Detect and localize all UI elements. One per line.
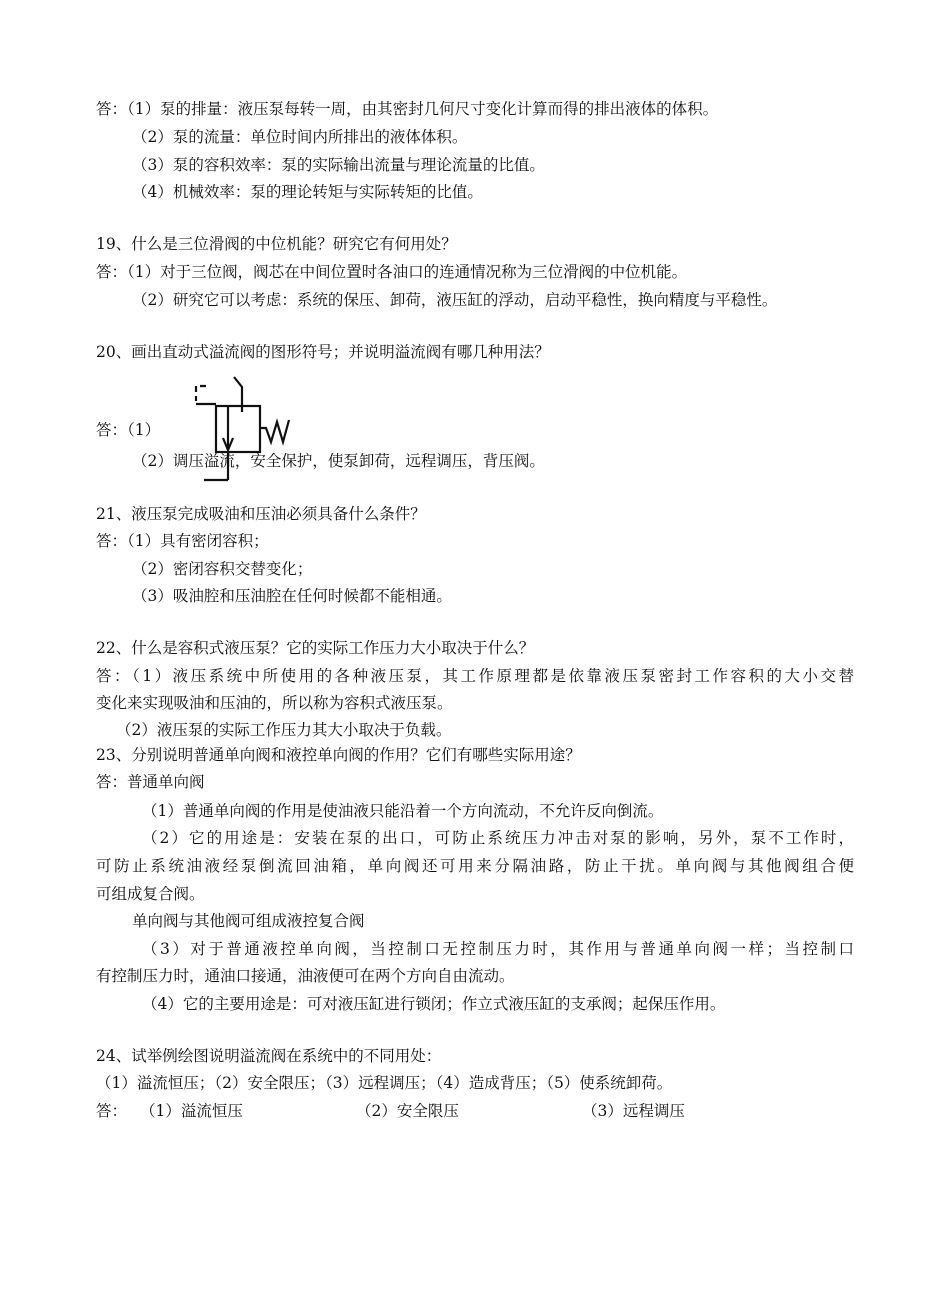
question-19: 19、什么是三位滑阀的中位机能？研究它有何用处？ (96, 235, 457, 253)
answer-24-col-2: （2）安全限压 (356, 1102, 459, 1120)
answer-24-col-1: （1）溢流恒压 (140, 1102, 243, 1120)
answer-20-line-2: （2）调压溢流，安全保护，使泵卸荷，远程调压，背压阀。 (132, 452, 545, 470)
answer-19-line-1: 答：（1）对于三位阀，阀芯在中间位置时各油口的连通情况称为三位滑阀的中位机能。 (96, 263, 688, 281)
answer-23-line-3: （3）对于普通液控单向阀，当控制口无控制压力时，其作用与普通单向阀一样；当控制口 (142, 940, 854, 958)
spring-label: W (190, 431, 193, 433)
answer-21-line-1: 答：（1）具有密闭容积； (96, 532, 269, 550)
answer-23-line-4: （4）它的主要用途是：可对液压缸进行锁闭；作立式液压缸的支承阀；起保压作用。 (142, 995, 726, 1013)
question-24-items: （1）溢流恒压；（2）安全限压；（3）远程调压；（4）造成背压；（5）使系统卸荷。 (96, 1074, 673, 1092)
answer-21-line-2: （2）密闭容积交替变化； (132, 560, 313, 578)
answer-23-line-1: （1）普通单向阀的作用是使油液只能沿着一个方向流动，不允许反向倒流。 (142, 802, 664, 820)
question-22: 22、什么是容积式液压泵？它的实际工作压力大小取决于什么？ (96, 639, 535, 657)
answer-23-line-3-cont: 有控制压力时，通油口接通，油液便可在两个方向自由流动。 (96, 967, 515, 985)
question-23: 23、分别说明普通单向阀和液控单向阀的作用？它们有哪些实际用途？ (96, 746, 581, 764)
answer-23-heading: 答：普通单向阀 (96, 773, 205, 791)
answer-22-line-1-cont: 变化来实现吸油和压油的，所以称为容积式液压泵。 (96, 694, 453, 712)
question-20: 20、画出直动式溢流阀的图形符号；并说明溢流阀有哪几种用法？ (96, 343, 550, 361)
answer-23-subheading: 单向阀与其他阀可组成液控复合阀 (132, 912, 365, 930)
answer-24-lead: 答： (96, 1102, 128, 1120)
answer-22-line-2: （2）液压泵的实际工作压力其大小取决于负载。 (116, 721, 452, 739)
question-24: 24、试举例绘图说明溢流阀在系统中的不同用处： (96, 1047, 442, 1065)
answer-18-line-3: （3）泵的容积效率：泵的实际输出流量与理论流量的比值。 (132, 156, 545, 174)
answer-18-line-2: （2）泵的流量：单位时间内所排出的液体体积。 (132, 128, 468, 146)
answer-19-line-2: （2）研究它可以考虑：系统的保压、卸荷，液压缸的浮动，启动平稳性，换向精度与平稳性。 (132, 291, 778, 309)
question-21: 21、液压泵完成吸油和压油必须具备什么条件？ (96, 505, 426, 523)
answer-18-line-1: 答：（1）泵的排量：液压泵每转一周，由其密封几何尺寸变化计算而得的排出液体的体积。 (96, 100, 719, 118)
answer-22-line-1: 答：（1）液压系统中所使用的各种液压泵，其工作原理都是依靠液压泵密封工作容积的大小交替 (96, 667, 854, 685)
answer-20-line-1: 答：（1） (96, 421, 161, 439)
answer-23-line-2-cont: 可防止系统油液经泵倒流回油箱，单向阀还可用来分隔油路，防止干扰。单向阀与其他阀组合便 (96, 857, 854, 875)
answer-23-line-2-end: 可组成复合阀。 (96, 885, 205, 903)
answer-23-line-2: （2）它的用途是：安装在泵的出口，可防止系统压力冲击对泵的影响，另外，泵不工作时， (142, 829, 854, 847)
answer-18-line-4: （4）机械效率：泵的理论转矩与实际转矩的比值。 (132, 183, 483, 201)
answer-21-line-3: （3）吸油腔和压油腔在任何时候都不能相通。 (132, 587, 452, 605)
answer-24-col-3: （3）远程调压 (582, 1102, 685, 1120)
